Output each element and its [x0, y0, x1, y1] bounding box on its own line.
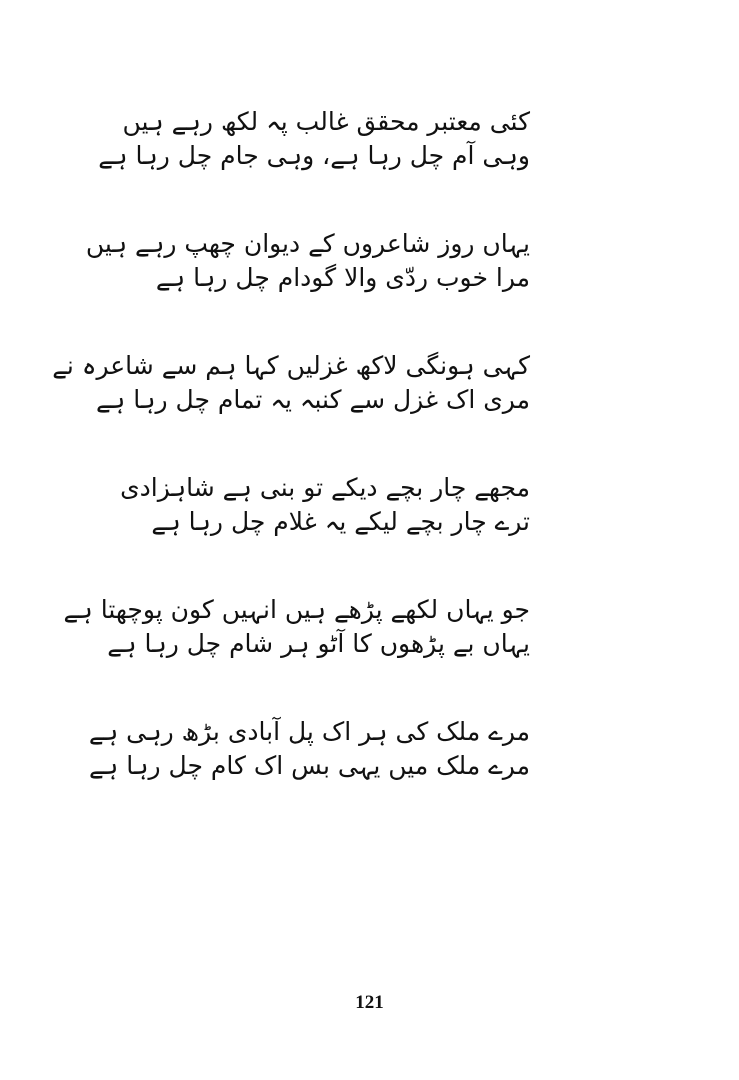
page-number: 121: [355, 992, 384, 1013]
couplet-1-line-1: کئی معتبر محقق غالب پہ لکھ رہے ہیں: [122, 107, 530, 136]
couplet-2-line-2: مرا خوب ردّی والا گودام چل رہا ہے: [155, 263, 530, 292]
couplet-2: [85, 227, 530, 295]
couplet-3-line-2: مری اک غزل سے کنبہ یہ تمام چل رہا ہے: [96, 385, 530, 414]
couplet-2-line-1: یہاں روز شاعروں کے دیوان چھپ رہے ہیں: [85, 229, 530, 258]
couplet-5-line-2: یہاں بے پڑھوں کا آٹو ہر شام چل رہا ہے: [107, 629, 530, 658]
couplet-3-line-1: کہی ہونگی لاکھ غزلیں کہا ہم سے شاعرہ نے: [52, 351, 530, 380]
poem: [52, 105, 530, 837]
couplet-6-line-2: مرے ملک میں یہی بس اک کام چل رہا ہے: [89, 751, 530, 780]
couplet-1: [98, 105, 530, 173]
couplet-4: [120, 471, 530, 539]
couplet-6-line-1: مرے ملک کی ہر اک پل آبادی بڑھ رہی ہے: [88, 717, 530, 746]
couplet-6: [88, 715, 530, 783]
couplet-1-line-2: وہی آم چل رہا ہے، وہی جام چل رہا ہے: [98, 141, 530, 170]
couplet-5-line-1: جو یہاں لکھے پڑھے ہیں انہیں کون پوچھتا ہے: [63, 595, 530, 624]
couplet-4-line-1: مجھے چار بچے دیکے تو بنی ہے شاہزادی: [120, 473, 530, 502]
couplet-4-line-2: ترے چار بچے لیکے یہ غلام چل رہا ہے: [151, 507, 530, 536]
couplet-3: [52, 349, 530, 417]
couplet-5: [63, 593, 530, 661]
